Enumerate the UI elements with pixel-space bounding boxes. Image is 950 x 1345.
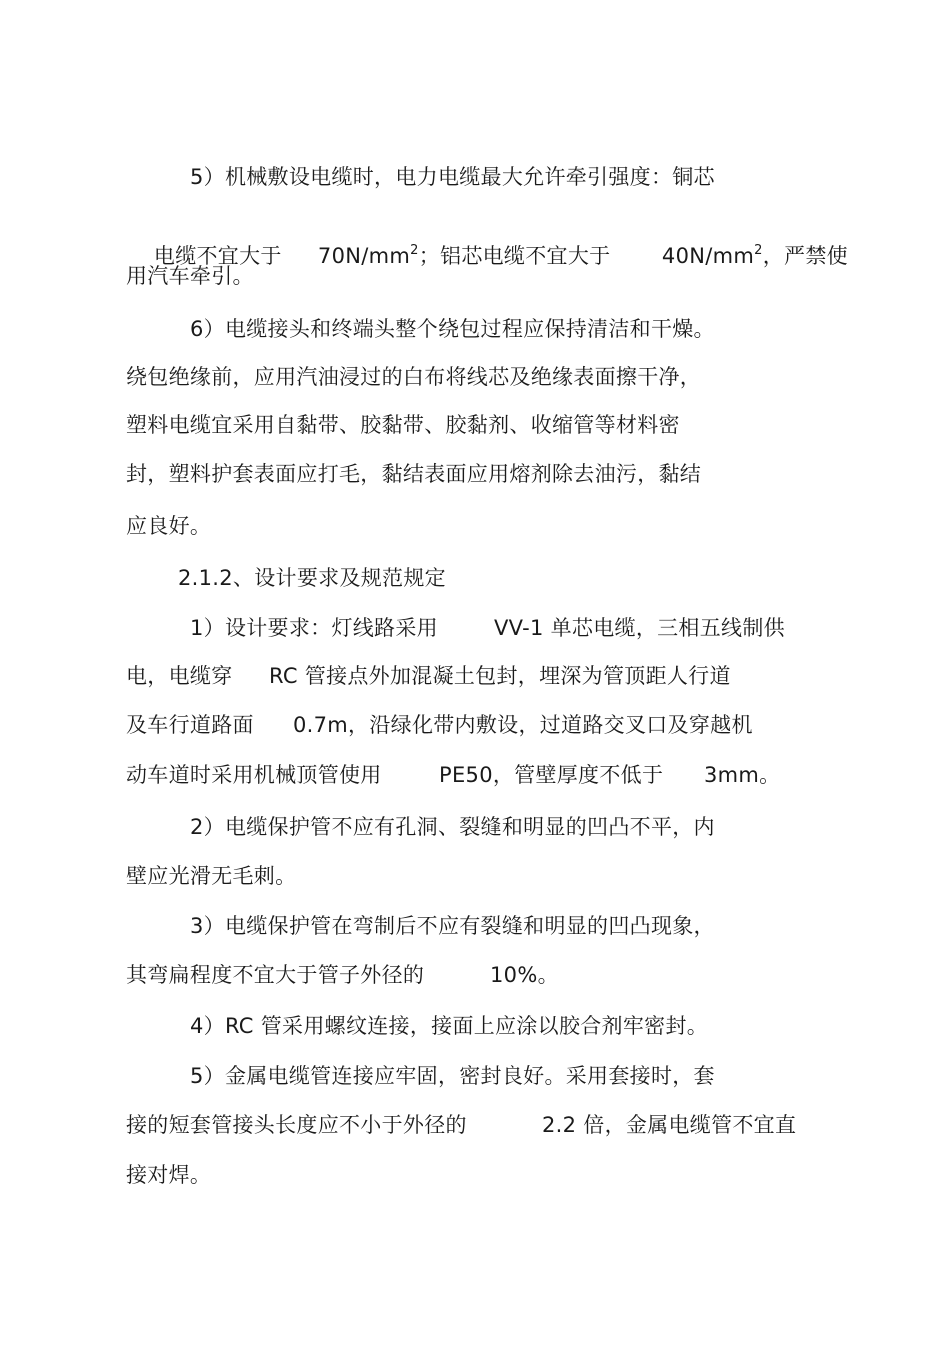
text-line: 应良好。 — [126, 514, 212, 538]
superscript: 2 — [754, 243, 763, 258]
text-line: 接对焊。 — [126, 1163, 212, 1187]
text-line: 塑料电缆宜采用自黏带、胶黏带、胶黏剂、收缩管等材料密 — [126, 413, 680, 437]
text-fragment: 70N/mm — [317, 244, 411, 268]
section-heading: 2.1.2、设计要求及规范规定 — [178, 566, 446, 590]
text-line: VV-1 单芯电缆，三相五线制供 — [494, 616, 785, 640]
text-line: 绕包绝缘前，应用汽油浸过的白布将线芯及绝缘表面擦干净， — [126, 365, 702, 389]
text-line: 5）机械敷设电缆时，电力电缆最大允许牵引强度：铜芯 — [190, 165, 715, 189]
text-line: 及车行道路面 — [126, 713, 254, 737]
text-line: 2.2 倍，金属电缆管不宜直 — [542, 1113, 797, 1137]
text-line: 6）电缆接头和终端头整个绕包过程应保持清洁和干燥。 — [190, 317, 715, 341]
text-line: 封，塑料护套表面应打毛，黏结表面应用熔剂除去油污，黏结 — [126, 462, 702, 486]
text-line: 壁应光滑无毛刺。 — [126, 864, 297, 888]
text-line: 1）设计要求：灯线路采用 — [190, 616, 438, 640]
text-line: 2）电缆保护管不应有孔洞、裂缝和明显的凹凸不平，内 — [190, 815, 715, 839]
text-fragment: ；铝芯电缆不宜大于 — [418, 244, 611, 268]
text-line: PE50，管壁厚度不低于 — [439, 763, 664, 787]
text-line — [290, 211, 610, 301]
text-fragment: 电缆不宜大于 — [153, 244, 282, 268]
text-line: 3mm。 — [704, 763, 781, 787]
text-line: 0.7m，沿绿化带内敷设，过道路交叉口及穿越机 — [293, 713, 753, 737]
superscript: 2 — [410, 243, 419, 258]
text-line: 用汽车牵引。 — [126, 264, 254, 288]
text-line: RC 管接点外加混凝土包封，埋深为管顶距人行道 — [269, 664, 731, 688]
text-line: 动车道时采用机械顶管使用 — [126, 763, 382, 787]
text-line: 其弯扁程度不宜大于管子外径的 — [126, 963, 425, 987]
text-line: 电，电缆穿 — [126, 664, 233, 688]
text-line: 接的短套管接头长度应不小于外径的 — [126, 1113, 467, 1137]
text-line — [634, 211, 848, 301]
text-line: 4）RC 管采用螺纹连接，接面上应涂以胶合剂牢密封。 — [190, 1014, 709, 1038]
text-line: 5）金属电缆管连接应牢固，密封良好。采用套接时，套 — [190, 1064, 715, 1088]
text-line: 10%。 — [490, 963, 559, 987]
text-fragment: 40N/mm — [661, 244, 755, 268]
text-fragment: ，严禁使 — [762, 244, 848, 268]
text-line: 3）电缆保护管在弯制后不应有裂缝和明显的凹凸现象， — [190, 914, 715, 938]
